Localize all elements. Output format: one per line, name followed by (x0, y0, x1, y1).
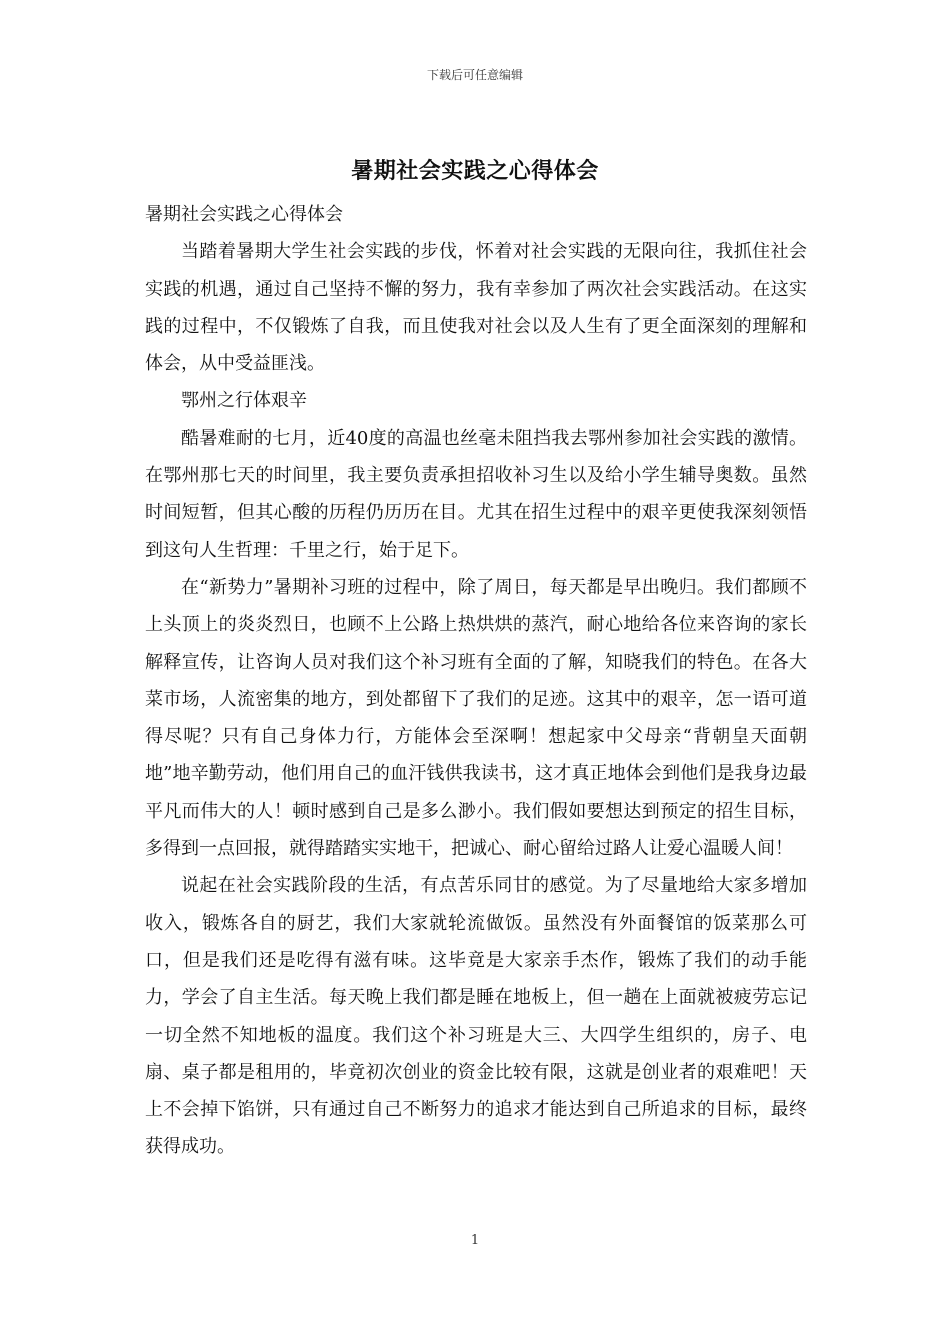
body-paragraph: 当踏着暑期大学生社会实践的步伐，怀着对社会实践的无限向往，我抓住社会实践的机遇，通过自己坚持不懈的努力，我有幸参加了两次社会实践活动。在这实践的过程中，不仅锻炼了自我，而且使我对社会以及人生有了更全面深刻的理解和体会，从中受益匪浅。 (145, 241, 807, 375)
header-note: 下载后可任意编辑 (426, 68, 523, 82)
document-title: 暑期社会实践之心得体会 (351, 158, 599, 184)
subtitle-paragraph: 暑期社会实践之心得体会 (145, 204, 343, 225)
document-body (145, 196, 807, 1166)
page-number: 1 (470, 1233, 480, 1248)
body-paragraph: 酷暑难耐的七月，近40度的高温也丝毫未阻挡我去鄂州参加社会实践的激情。在鄂州那七天的时间里，我主要负责承担招收补习生以及给小学生辅导奥数。虽然时间短暂，但其心酸的历程仍历历在目。尤其在招生过程中的艰辛更使我深刻领悟到这句人生哲理：千里之行，始于足下。 (145, 427, 807, 561)
section-heading: 鄂州之行体艰辛 (181, 390, 307, 412)
body-paragraph: 说起在社会实践阶段的生活，有点苦乐同甘的感觉。为了尽量地给大家多增加收入，锻炼各自的厨艺，我们大家就轮流做饭。虽然没有外面餐馆的饭菜那么可口，但是我们还是吃得有滋有味。这毕竟是大家亲手杰作，锻炼了我们的动手能力，学会了自主生活。每天晚上我们都是睡在地板上，但一趟在上面就被疲劳忘记一切全然不知地板的温度。我们这个补习班是大三、大四学生组织的，房子、电扇、桌子都是租用的，毕竟初次创业的资金比较有限，这就是创业者的艰难吧！天上不会掉下馅饼，只有通过自己不断努力的追求才能达到自己所追求的目标，最终获得成功。 (145, 875, 807, 1158)
body-paragraph: 在“新势力”暑期补习班的过程中，除了周日，每天都是早出晚归。我们都顾不上头顶上的炎炎烈日，也顾不上公路上热烘烘的蒸汽，耐心地给各位来咨询的家长解释宣传，让咨询人员对我们这个补习班有全面的了解，知晓我们的特色。在各大菜市场，人流密集的地方，到处都留下了我们的足迹。这其中的艰辛，怎一语可道得尽呢？只有自己身体力行，方能体会至深啊！想起家中父母亲“背朝皇天面朝地”地辛勤劳动，他们用自己的血汗钱供我读书，这才真正地体会到他们是我身边最平凡而伟大的人！顿时感到自己是多么渺小。我们假如要想达到预定的招生目标，多得到一点回报，就得踏踏实实地干，把诚心、耐心留给过路人让爱心温暖人间！ (145, 576, 807, 860)
